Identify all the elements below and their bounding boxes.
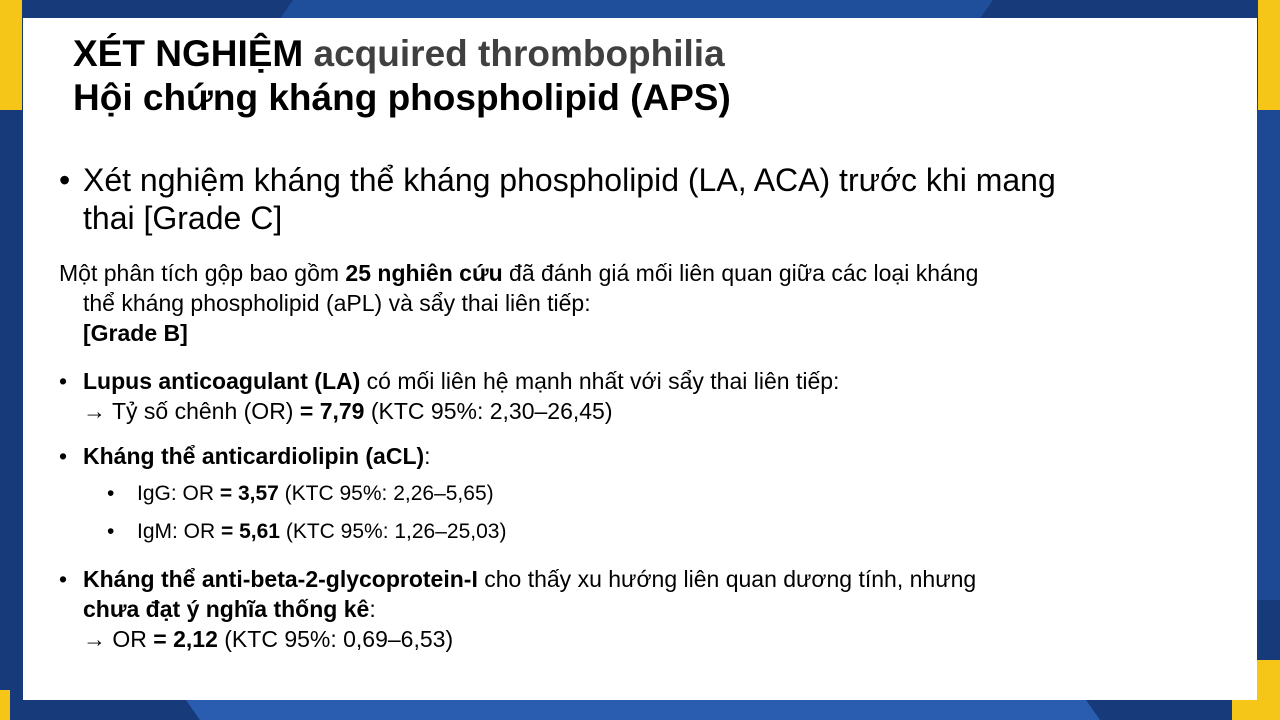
bg-yellow-right-top xyxy=(1258,0,1280,110)
bg-yellow-left xyxy=(0,0,22,110)
igm-ci: (KTC 95%: 1,26–25,03) xyxy=(280,520,507,543)
b2gp-colon: : xyxy=(369,596,376,622)
slide-title xyxy=(73,32,731,120)
title-highlight: XÉT NGHIỆM xyxy=(73,33,304,74)
title-topic: acquired thrombophilia xyxy=(303,33,725,74)
meta-text-line2: thể kháng phospholipid (aPL) và sẩy thai liên tiếp: xyxy=(83,290,591,316)
sub-bullet-igm xyxy=(107,518,1207,546)
b2gp-not-significant: chưa đạt ý nghĩa thống kê xyxy=(83,596,370,622)
bg-band-bottom xyxy=(186,700,1114,720)
igm-or-value: = 5,61 xyxy=(221,520,280,543)
bullet-anticardiolipin xyxy=(59,441,1239,471)
la-term: Lupus anticoagulant (LA) xyxy=(83,368,361,394)
acl-colon: : xyxy=(424,443,431,469)
meta-text-b: đã đánh giá mối liên quan giữa các loại kháng xyxy=(502,260,979,286)
title-subtitle: Hội chứng kháng phospholipid (APS) xyxy=(73,77,731,118)
bullet-lupus-anticoagulant xyxy=(59,366,1239,426)
la-ci: (KTC 95%: 2,30–26,45) xyxy=(364,398,613,424)
igg-label: IgG: OR xyxy=(137,482,220,505)
bullet-text-line1: Xét nghiệm kháng thể kháng phospholipid (LA, ACA) trước khi mang xyxy=(83,162,1056,198)
meta-grade: [Grade B] xyxy=(83,320,188,346)
bullet-text-line2: thai [Grade C] xyxy=(83,200,283,236)
sub-bullet-igg xyxy=(107,480,1207,508)
igm-label: IgM: OR xyxy=(137,520,222,543)
bullet-prenatal-test xyxy=(59,161,1239,237)
la-description: có mối liên hệ mạnh nhất với sẩy thai liên tiếp: xyxy=(360,368,840,394)
igg-or-value: = 3,57 xyxy=(219,482,279,505)
b2gp-or-value: = 2,12 xyxy=(153,626,218,652)
sub-bullet-marker: • xyxy=(107,482,115,505)
b2gp-ci: (KTC 95%: 0,69–6,53) xyxy=(217,626,454,652)
bullet-marker: • xyxy=(59,162,71,198)
igg-ci: (KTC 95%: 2,26–5,65) xyxy=(278,482,494,505)
acl-term: Kháng thể anticardiolipin (aCL) xyxy=(83,443,425,469)
b2gp-term: Kháng thể anti-beta-2-glycoprotein-I xyxy=(83,566,478,592)
b2gp-description: cho thấy xu hướng liên quan dương tính, nhưng xyxy=(477,566,977,592)
sub-bullet-marker: • xyxy=(107,520,115,543)
slide-canvas xyxy=(23,18,1257,700)
meta-study-count: 25 nghiên cứu xyxy=(345,260,503,286)
la-or-label: → Tỷ số chênh (OR) xyxy=(83,398,300,424)
bullet-anti-beta2-glycoprotein xyxy=(59,564,1239,654)
bullet-marker: • xyxy=(59,443,68,469)
bullet-marker: • xyxy=(59,566,68,592)
bg-band-top xyxy=(279,0,1021,20)
meta-analysis-paragraph xyxy=(59,258,1239,348)
bullet-marker: • xyxy=(59,368,68,394)
meta-text-a: Một phân tích gộp bao gồm xyxy=(59,260,346,286)
la-or-value: = 7,79 xyxy=(299,398,365,424)
bg-yellow-left-bottom xyxy=(0,690,10,720)
b2gp-or-label: → OR xyxy=(83,626,154,652)
